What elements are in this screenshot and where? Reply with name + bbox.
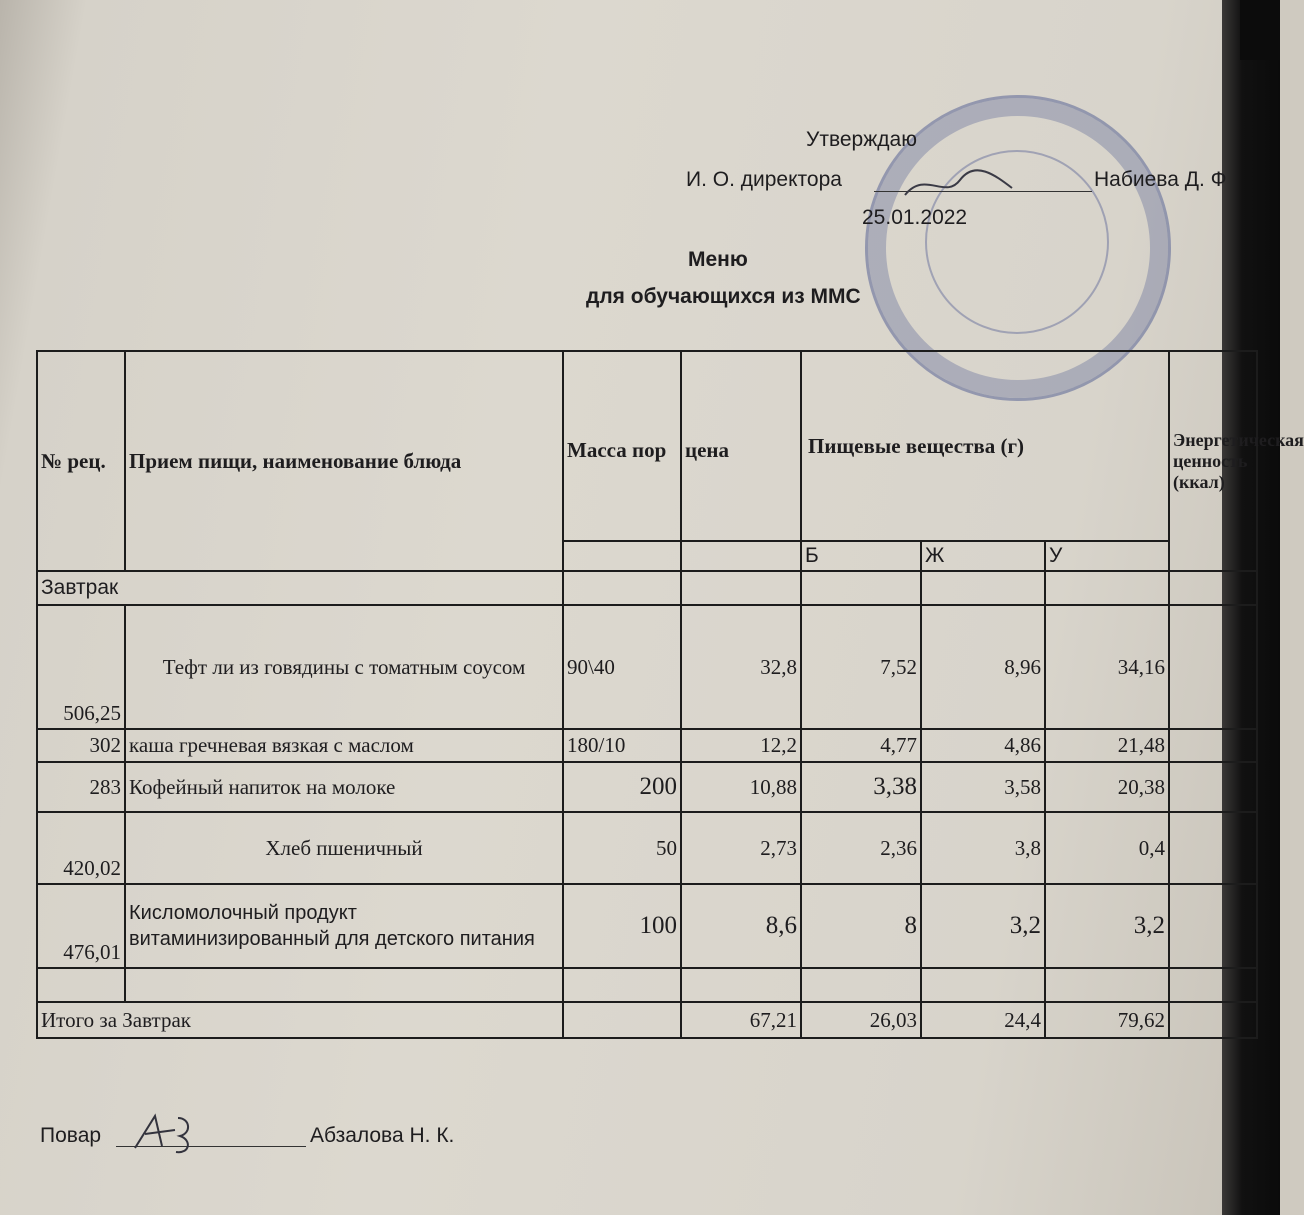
table-row xyxy=(37,884,1257,968)
fats: 4,86 xyxy=(921,729,1045,762)
portion-mass: 200 xyxy=(563,762,681,812)
subheader-u: У xyxy=(1045,541,1169,571)
carbs: 34,16 xyxy=(1045,605,1169,729)
approval-date: 25.01.2022 xyxy=(862,206,968,229)
header-energy: Энергетическая ценность (ккал) xyxy=(1169,351,1257,571)
recipe-number: 283 xyxy=(37,762,125,812)
table-row-empty xyxy=(37,968,1257,1002)
fats: 3,58 xyxy=(921,762,1045,812)
fats: 3,8 xyxy=(921,812,1045,884)
table-row xyxy=(37,812,1257,884)
subheader-price-empty xyxy=(681,541,801,571)
dish-name: Кисломолочный продукт витаминизированный для детского питания xyxy=(125,884,563,968)
recipe-number: 302 xyxy=(37,729,125,762)
carbs: 0,4 xyxy=(1045,812,1169,884)
director-label: И. О. директора xyxy=(686,168,842,191)
dish-name: Тефт ли из говядины с томатным соусом xyxy=(125,605,563,729)
portion-mass: 90\40 xyxy=(563,605,681,729)
header-meal: Прием пищи, наименование блюда xyxy=(125,351,563,571)
dish-name: каша гречневая вязкая с маслом xyxy=(125,729,563,762)
total-row xyxy=(37,1002,1257,1038)
menu-table xyxy=(36,350,1304,1039)
dish-name: Кофейный напиток на молоке xyxy=(125,762,563,812)
portion-mass: 50 xyxy=(563,812,681,884)
director-name: Набиева Д. Ф xyxy=(1094,168,1227,191)
proteins: 2,36 xyxy=(801,812,921,884)
price: 12,2 xyxy=(681,729,801,762)
table-row xyxy=(37,762,1257,812)
fats: 8,96 xyxy=(921,605,1045,729)
total-label: Итого за Завтрак xyxy=(37,1002,563,1038)
price: 2,73 xyxy=(681,812,801,884)
carbs: 20,38 xyxy=(1045,762,1169,812)
total-fats: 24,4 xyxy=(921,1002,1045,1038)
total-mass-empty xyxy=(563,1002,681,1038)
cook-signature xyxy=(130,1108,210,1158)
price: 10,88 xyxy=(681,762,801,812)
subheader-mass-empty xyxy=(563,541,681,571)
recipe-number: 506,25 xyxy=(37,605,125,729)
proteins: 4,77 xyxy=(801,729,921,762)
recipe-number: 420,02 xyxy=(37,812,125,884)
table-row xyxy=(37,729,1257,762)
subheader-zh: Ж xyxy=(921,541,1045,571)
proteins: 7,52 xyxy=(801,605,921,729)
menu-subtitle: для обучающихся из ММС xyxy=(586,285,861,308)
header-recipe: № рец. xyxy=(37,351,125,571)
total-proteins: 26,03 xyxy=(801,1002,921,1038)
table-row xyxy=(37,605,1257,729)
carbs: 3,2 xyxy=(1045,884,1169,968)
portion-mass: 180/10 xyxy=(563,729,681,762)
header-nutrients: Пищевые вещества (г) xyxy=(801,351,1169,541)
dish-name: Хлеб пшеничный xyxy=(125,812,563,884)
header-price: цена xyxy=(681,351,801,541)
header-mass: Масса пор xyxy=(563,351,681,541)
total-price: 67,21 xyxy=(681,1002,801,1038)
table-header-row xyxy=(37,351,1257,541)
cook-name: Абзалова Н. К. xyxy=(310,1124,455,1147)
portion-mass: 100 xyxy=(563,884,681,968)
fats: 3,2 xyxy=(921,884,1045,968)
director-signature xyxy=(900,160,1020,210)
price: 8,6 xyxy=(681,884,801,968)
proteins: 3,38 xyxy=(801,762,921,812)
proteins: 8 xyxy=(801,884,921,968)
section-breakfast: Завтрак xyxy=(37,571,563,605)
price: 32,8 xyxy=(681,605,801,729)
cook-label: Повар xyxy=(40,1124,102,1147)
total-carbs: 79,62 xyxy=(1045,1002,1169,1038)
carbs: 21,48 xyxy=(1045,729,1169,762)
approve-label: Утверждаю xyxy=(806,128,917,151)
subheader-b: Б xyxy=(801,541,921,571)
scan-dark-corner xyxy=(1240,0,1280,60)
section-row xyxy=(37,571,1257,605)
recipe-number: 476,01 xyxy=(37,884,125,968)
menu-title: Меню xyxy=(688,248,748,271)
